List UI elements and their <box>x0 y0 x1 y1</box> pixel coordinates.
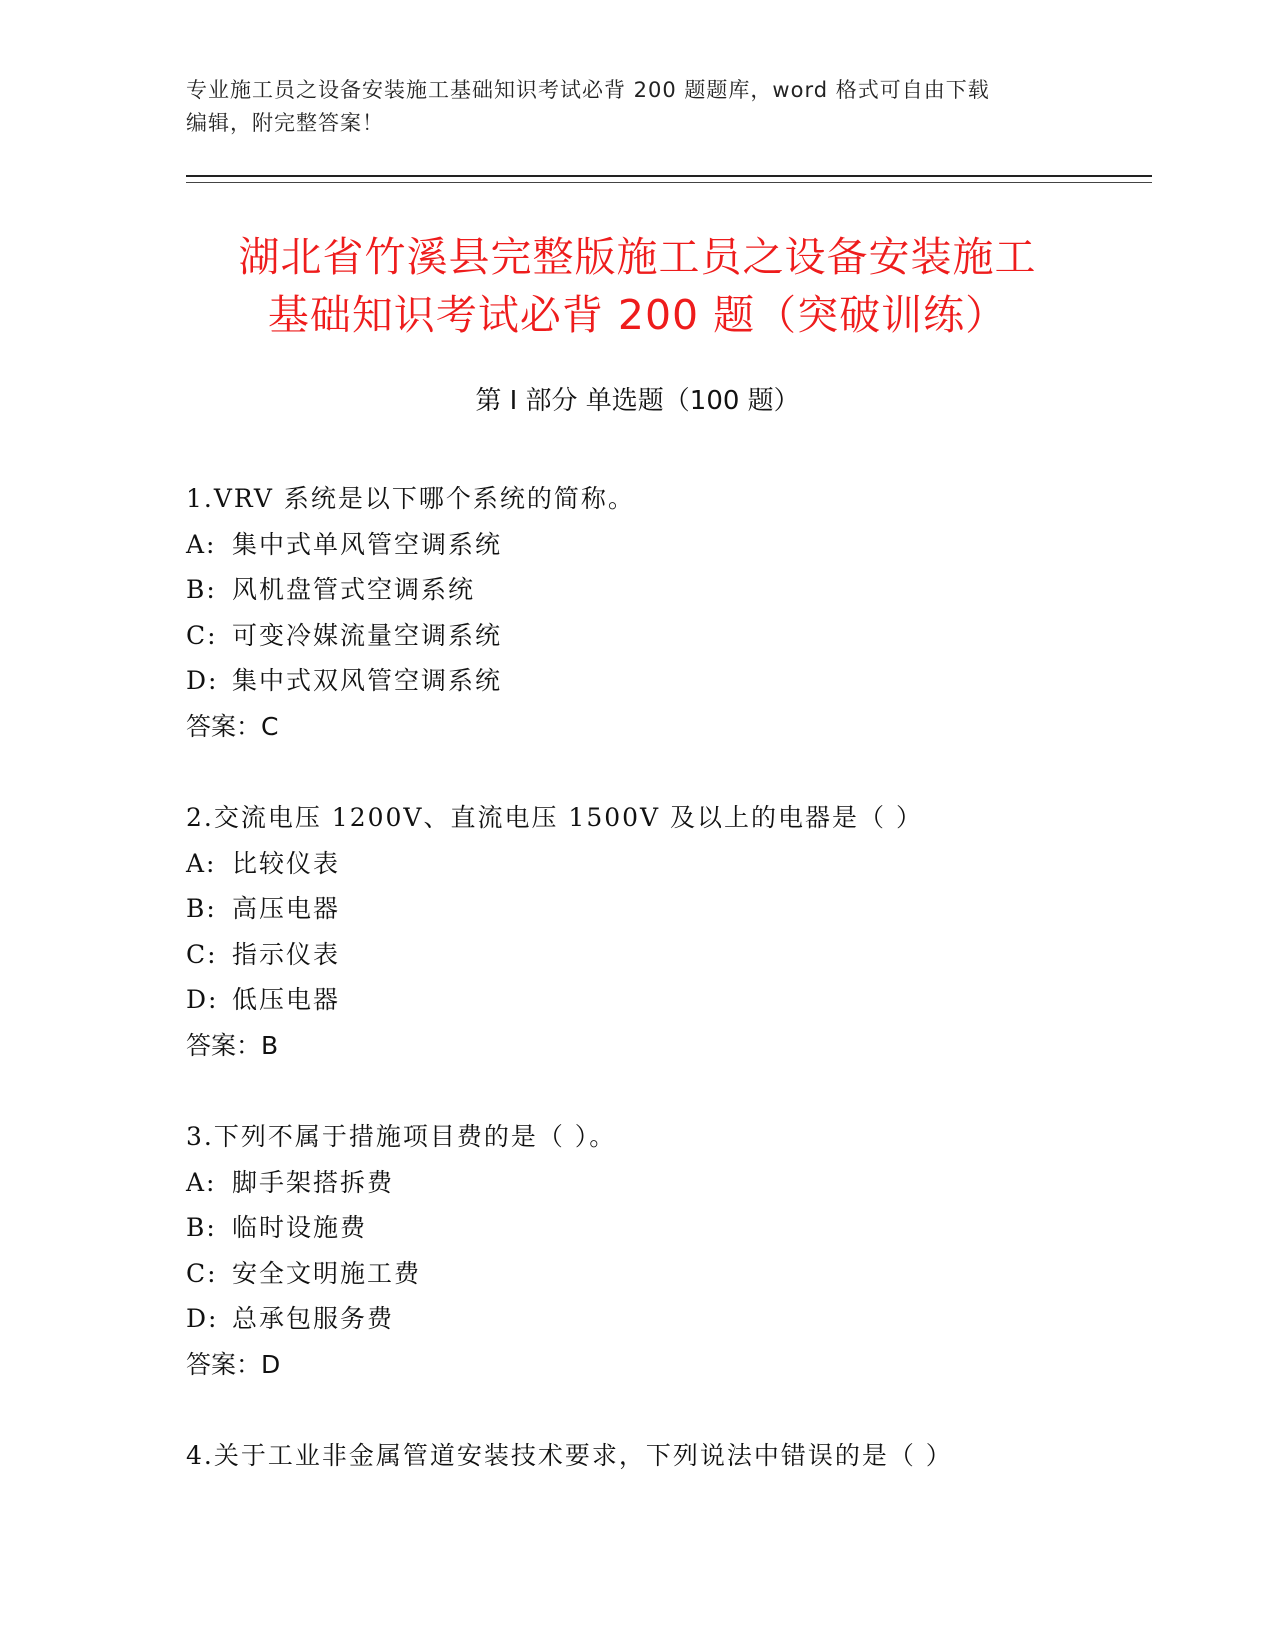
option-text: 可变冷媒流量空调系统 <box>232 620 503 650</box>
option-b <box>186 1205 1146 1251</box>
answer <box>186 1023 1146 1069</box>
option-text: 脚手架搭拆费 <box>232 1167 395 1197</box>
option-text: 集中式双风管空调系统 <box>232 666 503 695</box>
option-d <box>186 977 1146 1023</box>
option-key: D: <box>186 985 219 1014</box>
answer-value: B <box>261 1030 279 1060</box>
answer-value: D <box>261 1349 281 1379</box>
document-title-line-2: 基础知识考试必背 200 题（突破训练） <box>267 291 1008 339</box>
section-heading: 第 I 部分 单选题（100 题） <box>475 386 800 416</box>
option-b <box>186 567 1146 613</box>
answer-label: 答案： <box>186 1030 262 1060</box>
option-d <box>186 658 1146 704</box>
option-key: D: <box>186 666 219 695</box>
answer-value: C <box>261 711 279 741</box>
option-c <box>186 613 1146 659</box>
option-key: A: <box>186 529 217 559</box>
question-1 <box>186 476 1146 749</box>
option-key: C: <box>186 1258 218 1288</box>
question-stem: 2.交流电压 1200V、直流电压 1500V 及以上的电器是（ ） <box>186 803 923 832</box>
option-text: 低压电器 <box>232 985 341 1014</box>
option-text: 指示仪表 <box>232 939 341 969</box>
question-3 <box>186 1114 1146 1387</box>
header-divider-thin <box>186 182 1152 183</box>
option-a <box>186 522 1146 568</box>
option-text: 高压电器 <box>232 894 341 923</box>
option-a <box>186 841 1146 887</box>
option-a <box>186 1160 1146 1206</box>
header-note-line-1: 专业施工员之设备安装施工基础知识考试必背 200 题题库，word 格式可自由下载 <box>186 78 990 102</box>
option-text: 风机盘管式空调系统 <box>232 575 476 604</box>
answer <box>186 704 1146 750</box>
answer-label: 答案： <box>186 711 262 741</box>
question-list <box>186 476 1146 1525</box>
option-key: C: <box>186 939 218 969</box>
question-stem: 4.关于工业非金属管道安装技术要求，下列说法中错误的是（ ） <box>186 1441 953 1470</box>
option-key: B: <box>186 1213 217 1242</box>
answer-label: 答案： <box>186 1349 262 1379</box>
option-text: 集中式单风管空调系统 <box>232 529 503 559</box>
question-stem: 3.下列不属于措施项目费的是（ ）。 <box>186 1122 617 1151</box>
option-key: B: <box>186 575 217 604</box>
option-key: A: <box>186 848 217 878</box>
header-note-line-2: 编辑，附完整答案！ <box>186 111 384 135</box>
document-title-line-1: 湖北省竹溪县完整版施工员之设备安装施工 <box>238 233 1037 281</box>
option-key: B: <box>186 894 217 923</box>
question-stem: 1.VRV 系统是以下哪个系统的简称。 <box>186 484 635 513</box>
option-text: 安全文明施工费 <box>232 1258 422 1288</box>
option-text: 总承包服务费 <box>232 1304 395 1333</box>
option-b <box>186 886 1146 932</box>
option-c <box>186 932 1146 978</box>
document-title <box>150 228 1125 344</box>
option-key: D: <box>186 1304 219 1333</box>
option-key: C: <box>186 620 218 650</box>
option-text: 比较仪表 <box>232 848 341 878</box>
question-2 <box>186 795 1146 1068</box>
question-4 <box>186 1433 1146 1479</box>
option-d <box>186 1296 1146 1342</box>
answer <box>186 1342 1146 1388</box>
option-text: 临时设施费 <box>232 1213 368 1242</box>
header-divider-thick <box>186 175 1152 177</box>
header-note <box>186 74 1086 140</box>
option-key: A: <box>186 1167 217 1197</box>
option-c <box>186 1251 1146 1297</box>
